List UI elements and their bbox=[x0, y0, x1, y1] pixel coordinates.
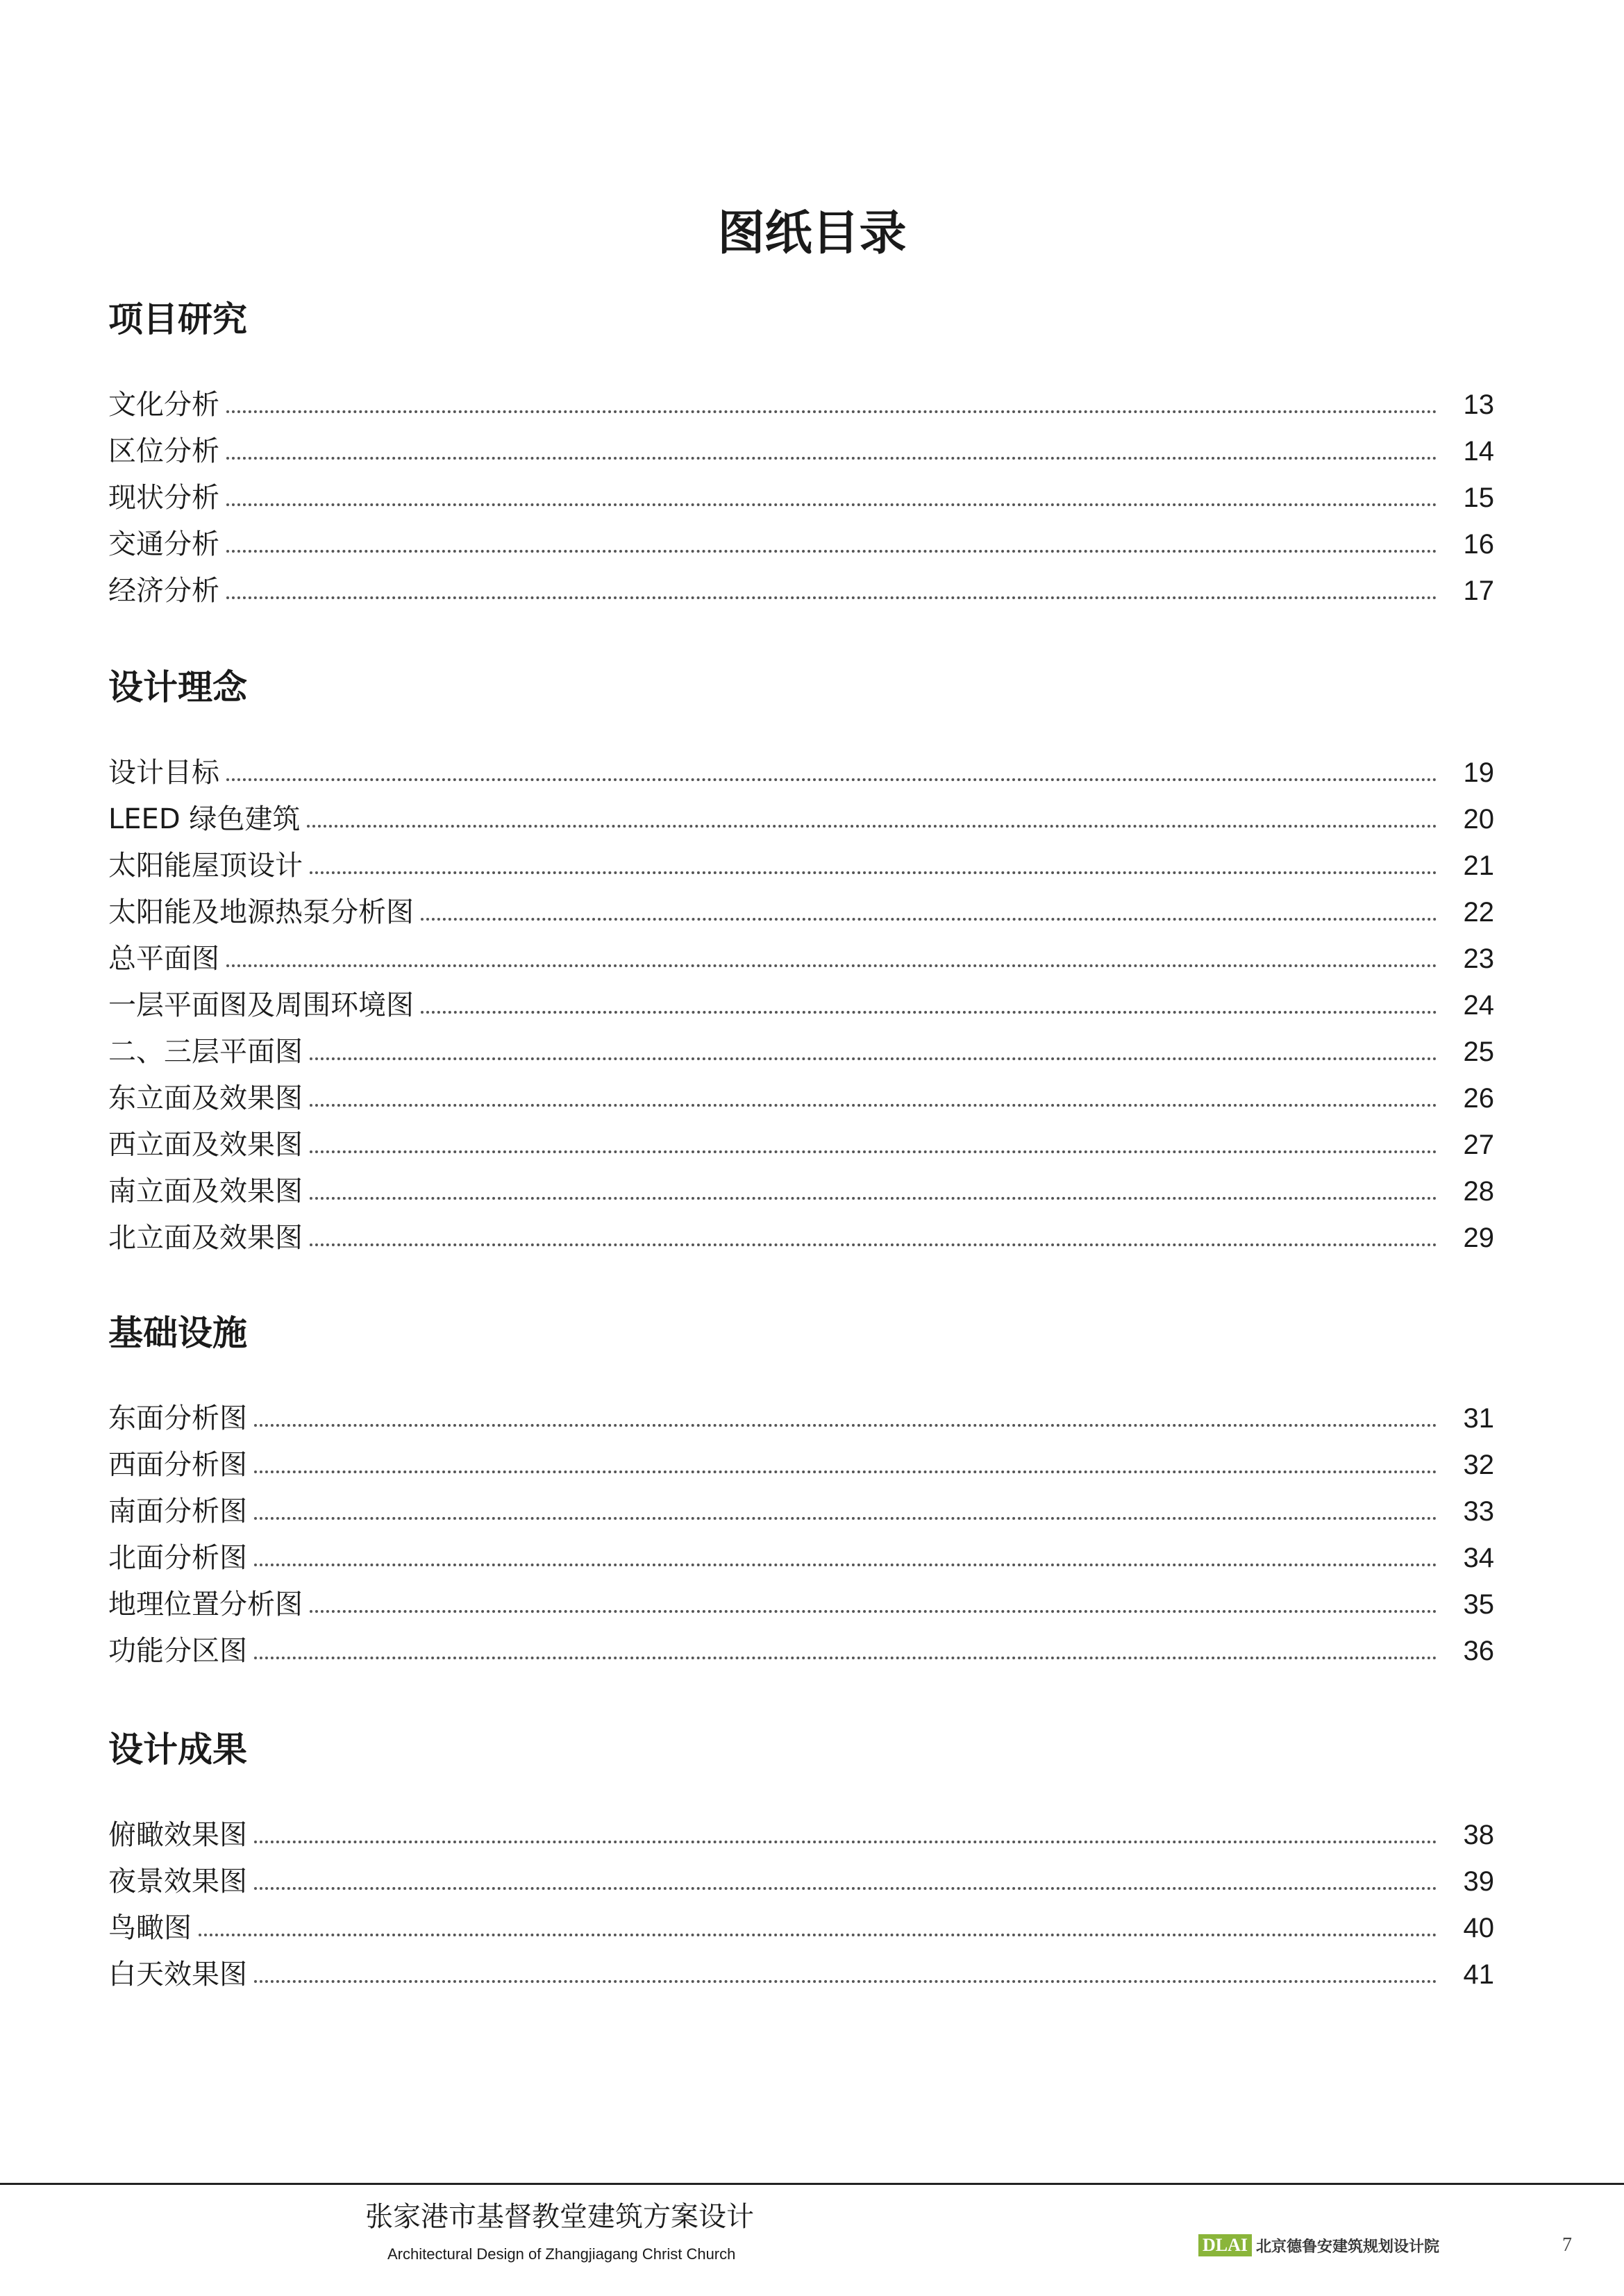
toc-entry-label: 南面分析图 bbox=[108, 1495, 247, 1527]
toc-entry[interactable] bbox=[108, 423, 1494, 469]
toc-entry[interactable] bbox=[108, 1530, 1494, 1576]
toc-entry-page: 38 bbox=[1463, 1820, 1494, 1850]
dot-leader bbox=[199, 1933, 1437, 1936]
dot-leader bbox=[310, 871, 1437, 874]
toc-entry-label: 白天效果图 bbox=[108, 1959, 247, 1991]
toc-entry-label: 北立面及效果图 bbox=[108, 1222, 303, 1254]
toc-entry[interactable] bbox=[108, 1070, 1494, 1116]
toc-entry-page: 32 bbox=[1463, 1450, 1494, 1480]
dot-leader bbox=[254, 1423, 1437, 1427]
section-heading: 设计成果 bbox=[108, 1729, 247, 1770]
toc-entry-page: 31 bbox=[1463, 1403, 1494, 1434]
toc-entry[interactable] bbox=[108, 1623, 1494, 1669]
logo-mark: DLAI bbox=[1198, 2234, 1252, 2256]
toc-entry-page: 27 bbox=[1463, 1130, 1494, 1160]
toc-entry[interactable] bbox=[108, 744, 1494, 791]
toc-entry-label: 夜景效果图 bbox=[108, 1866, 247, 1897]
toc-entry-label: 经济分析 bbox=[108, 575, 219, 607]
toc-entry[interactable] bbox=[108, 516, 1494, 562]
toc-entry-page: 41 bbox=[1463, 1959, 1494, 1990]
dot-leader bbox=[254, 1979, 1437, 1983]
toc-entry-label: 地理位置分析图 bbox=[108, 1589, 303, 1620]
toc-entry[interactable] bbox=[108, 1807, 1494, 1853]
toc-entry-label: 太阳能及地源热泵分析图 bbox=[108, 896, 414, 928]
dot-leader bbox=[226, 964, 1437, 967]
footer-project-title: 张家港市基督教堂建筑方案设计 bbox=[365, 2201, 754, 2233]
toc-entry-label: 俯瞰效果图 bbox=[108, 1819, 247, 1851]
toc-entry-label: 现状分析 bbox=[108, 482, 219, 514]
dot-leader bbox=[421, 917, 1437, 921]
toc-entry[interactable] bbox=[108, 1946, 1494, 1993]
toc-entry-page: 19 bbox=[1463, 757, 1494, 788]
toc-entry-label: 文化分析 bbox=[108, 389, 219, 421]
toc-entry-page: 13 bbox=[1463, 389, 1494, 420]
dot-leader bbox=[226, 596, 1437, 599]
section-heading: 基础设施 bbox=[108, 1313, 247, 1353]
toc-entry-label: 西立面及效果图 bbox=[108, 1129, 303, 1161]
section-heading: 项目研究 bbox=[108, 299, 247, 340]
toc-entry-page: 40 bbox=[1463, 1913, 1494, 1943]
toc-entry[interactable] bbox=[108, 1209, 1494, 1256]
dot-leader bbox=[310, 1196, 1437, 1200]
toc-entry[interactable] bbox=[108, 884, 1494, 930]
toc-entry-label: 南立面及效果图 bbox=[108, 1175, 303, 1207]
page-title: 图纸目录 bbox=[717, 206, 907, 261]
toc-entry[interactable] bbox=[108, 1436, 1494, 1483]
dot-leader bbox=[254, 1840, 1437, 1843]
toc-entry[interactable] bbox=[108, 1023, 1494, 1070]
dot-leader bbox=[254, 1516, 1437, 1520]
toc-entry-label: 北面分析图 bbox=[108, 1542, 247, 1574]
dot-leader bbox=[310, 1243, 1437, 1246]
toc-entry-label: 太阳能屋顶设计 bbox=[108, 850, 303, 882]
dot-leader bbox=[226, 778, 1437, 781]
toc-entry-label: 东立面及效果图 bbox=[108, 1082, 303, 1114]
dot-leader bbox=[226, 549, 1437, 553]
toc-entry-page: 24 bbox=[1463, 990, 1494, 1021]
dot-leader bbox=[421, 1010, 1437, 1014]
toc-entry[interactable] bbox=[108, 1483, 1494, 1530]
toc-entry-page: 25 bbox=[1463, 1037, 1494, 1067]
toc-entry-label: 总平面图 bbox=[108, 943, 219, 975]
toc-section bbox=[108, 660, 1494, 1256]
dot-leader bbox=[310, 1103, 1437, 1107]
dot-leader bbox=[310, 1150, 1437, 1153]
toc-entry-page: 20 bbox=[1463, 804, 1494, 835]
toc-entry[interactable] bbox=[108, 1163, 1494, 1209]
toc-entry[interactable] bbox=[108, 469, 1494, 516]
toc-entry[interactable] bbox=[108, 562, 1494, 609]
toc-entry-page: 29 bbox=[1463, 1223, 1494, 1253]
company-logo bbox=[1198, 2234, 1439, 2256]
dot-leader bbox=[226, 456, 1437, 460]
dot-leader bbox=[226, 410, 1437, 413]
toc-entry[interactable] bbox=[108, 791, 1494, 837]
toc-section bbox=[108, 1722, 1494, 1993]
logo-company-name: 北京德鲁安建筑规划设计院 bbox=[1256, 2237, 1440, 2256]
toc-entry-label: 功能分区图 bbox=[108, 1635, 247, 1667]
toc-entry-page: 21 bbox=[1463, 850, 1494, 881]
toc-section bbox=[108, 1305, 1494, 1669]
dot-leader bbox=[226, 503, 1437, 506]
toc-entry-page: 26 bbox=[1463, 1083, 1494, 1114]
toc-entry-page: 15 bbox=[1463, 483, 1494, 513]
toc-entry[interactable] bbox=[108, 977, 1494, 1023]
toc-entry-label: 二、三层平面图 bbox=[108, 1036, 303, 1068]
toc-entry[interactable] bbox=[108, 376, 1494, 423]
toc-entry-page: 22 bbox=[1463, 897, 1494, 928]
footer-divider bbox=[0, 2183, 1624, 2185]
dot-leader bbox=[254, 1656, 1437, 1659]
dot-leader bbox=[254, 1886, 1437, 1890]
toc-entry-page: 17 bbox=[1463, 576, 1494, 606]
toc-entry-label: 设计目标 bbox=[108, 757, 219, 789]
dot-leader bbox=[310, 1057, 1437, 1060]
toc-section bbox=[108, 292, 1494, 609]
toc-entry-label: 鸟瞰图 bbox=[108, 1912, 192, 1944]
dot-leader bbox=[254, 1563, 1437, 1566]
toc-entry-label: 一层平面图及周围环境图 bbox=[108, 989, 414, 1021]
toc-entry[interactable] bbox=[108, 837, 1494, 884]
toc-entry-page: 28 bbox=[1463, 1176, 1494, 1207]
footer-project-subtitle: Architectural Design of Zhangjiagang Christ Church bbox=[387, 2245, 736, 2263]
toc-entry-page: 33 bbox=[1463, 1496, 1494, 1527]
toc-entry-label: 区位分析 bbox=[108, 435, 219, 467]
toc-entry-label: 西面分析图 bbox=[108, 1449, 247, 1481]
toc-entry-label: 交通分析 bbox=[108, 528, 219, 560]
toc-entry-page: 36 bbox=[1463, 1636, 1494, 1666]
toc-entry-page: 34 bbox=[1463, 1543, 1494, 1573]
section-heading: 设计理念 bbox=[108, 667, 247, 707]
toc-entry[interactable] bbox=[108, 1576, 1494, 1623]
toc-entry-label: LEED 绿色建筑 bbox=[108, 803, 301, 835]
toc-entry-page: 23 bbox=[1463, 944, 1494, 974]
toc-entry-label: 东面分析图 bbox=[108, 1402, 247, 1434]
dot-leader bbox=[254, 1470, 1437, 1473]
toc-entry[interactable] bbox=[108, 1900, 1494, 1946]
toc-entry-page: 39 bbox=[1463, 1866, 1494, 1897]
toc-entry-page: 14 bbox=[1463, 436, 1494, 467]
toc-entry[interactable] bbox=[108, 1390, 1494, 1436]
toc-entry[interactable] bbox=[108, 1853, 1494, 1900]
toc-entry[interactable] bbox=[108, 1116, 1494, 1163]
toc-entry-page: 35 bbox=[1463, 1589, 1494, 1620]
dot-leader bbox=[310, 1609, 1437, 1613]
toc-entry[interactable] bbox=[108, 930, 1494, 977]
dot-leader bbox=[307, 824, 1437, 828]
page-number: 7 bbox=[1562, 2234, 1572, 2256]
toc-entry-page: 16 bbox=[1463, 529, 1494, 560]
